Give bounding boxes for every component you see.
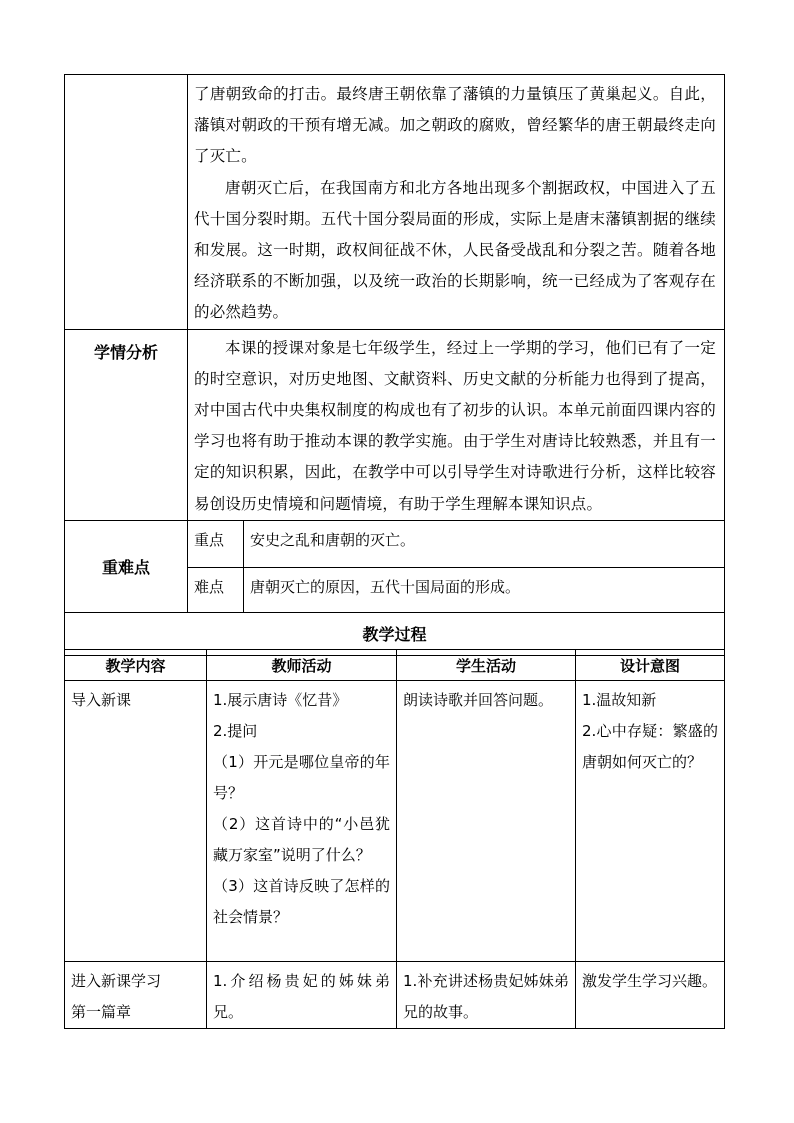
row1-teacher-line-4: （2）这首诗中的“小邑犹藏万家室”说明了什么？ xyxy=(213,815,390,864)
process-header-row xyxy=(65,650,725,681)
header-teacher: 教师活动 xyxy=(207,650,397,681)
background-label-cell xyxy=(65,75,188,330)
row2-content xyxy=(65,962,207,1029)
key-points-label: 重难点 xyxy=(65,520,188,612)
background-paragraph-1: 了唐朝致命的打击。最终唐王朝依靠了藩镇的力量镇压了黄巢起义。自此，藩镇对朝政的干预有增无减。加之朝政的腐败，曾经繁华的唐王朝最终走向了灭亡。 xyxy=(194,85,716,166)
analysis-label: 学情分析 xyxy=(65,329,188,520)
row1-intent-line-2: 2.心中存疑：繁盛的唐朝如何灭亡的？ xyxy=(582,722,718,771)
background-text-cell xyxy=(188,75,725,330)
analysis-row xyxy=(65,329,725,520)
row2-intent-line: 激发学生学习兴趣。 xyxy=(582,972,718,990)
process-title: 教学过程 xyxy=(65,612,725,655)
row1-intent-line-1: 1.温故知新 xyxy=(582,691,657,709)
row1-content xyxy=(65,681,207,962)
row2-intent xyxy=(576,962,725,1029)
header-student: 学生活动 xyxy=(397,650,576,681)
process-table xyxy=(64,649,725,1029)
focus-row xyxy=(65,520,725,567)
header-intent: 设计意图 xyxy=(576,650,725,681)
background-paragraph-2: 唐朝灭亡后，在我国南方和北方各地出现多个割据政权，中国进入了五代十国分裂时期。五代十国分裂局面的形成，实际上是唐末藩镇割据的继续和发展。这一时期，政权间征战不休，人民备受战乱和分裂之苦。随着各地经济联系的不断加强，以及统一政治的长期影响，统一已经成为了客观存在的必然趋势。 xyxy=(194,178,716,322)
row2-content-line-2: 第一篇章 xyxy=(71,1003,132,1021)
difficulty-text: 唐朝灭亡的原因，五代十国局面的形成。 xyxy=(244,567,725,612)
row2-teacher xyxy=(207,962,397,1029)
analysis-text: 本课的授课对象是七年级学生，经过上一学期的学习，他们已有了一定的时空意识，对历史地图、文献资料、历史文献的分析能力也得到了提高，对中国古代中央集权制度的构成也有了初步的认识。本单元前面四课内容的学习也将有助于推动本课的教学实施。由于学生对唐诗比较熟悉，并且有一定的知识积累，因此，在教学中可以引导学生对诗歌进行分析，这样比较容易创设历史情境和问题情境，有助于学生理解本课知识点。 xyxy=(194,338,716,513)
row1-teacher xyxy=(207,681,397,962)
row1-teacher-line-2: 2.提问 xyxy=(213,722,258,740)
row1-teacher-line-3: （1）开元是哪位皇帝的年号？ xyxy=(213,753,390,802)
lesson-plan-table xyxy=(64,74,725,656)
row1-student-line: 朗读诗歌并回答问题。 xyxy=(403,691,554,709)
background-row xyxy=(65,75,725,330)
row1-content-line: 导入新课 xyxy=(71,691,132,709)
table-row xyxy=(65,962,725,1029)
row1-intent xyxy=(576,681,725,962)
row1-teacher-line-5: （3）这首诗反映了怎样的社会情景？ xyxy=(213,877,390,926)
focus-label: 重点 xyxy=(188,520,244,567)
analysis-text-cell xyxy=(188,329,725,520)
table-row xyxy=(65,681,725,962)
header-content: 教学内容 xyxy=(65,650,207,681)
row2-student-line: 1.补充讲述杨贵妃姊妹弟兄的故事。 xyxy=(403,972,569,1021)
row1-teacher-line-1: 1.展示唐诗《忆昔》 xyxy=(213,691,348,709)
row2-teacher-line: 1.介绍杨贵妃的姊妹弟兄。 xyxy=(213,972,390,1021)
row1-student xyxy=(397,681,576,962)
focus-text: 安史之乱和唐朝的灭亡。 xyxy=(244,520,725,567)
difficulty-label: 难点 xyxy=(188,567,244,612)
row2-student xyxy=(397,962,576,1029)
row2-content-line-1: 进入新课学习 xyxy=(71,972,162,990)
